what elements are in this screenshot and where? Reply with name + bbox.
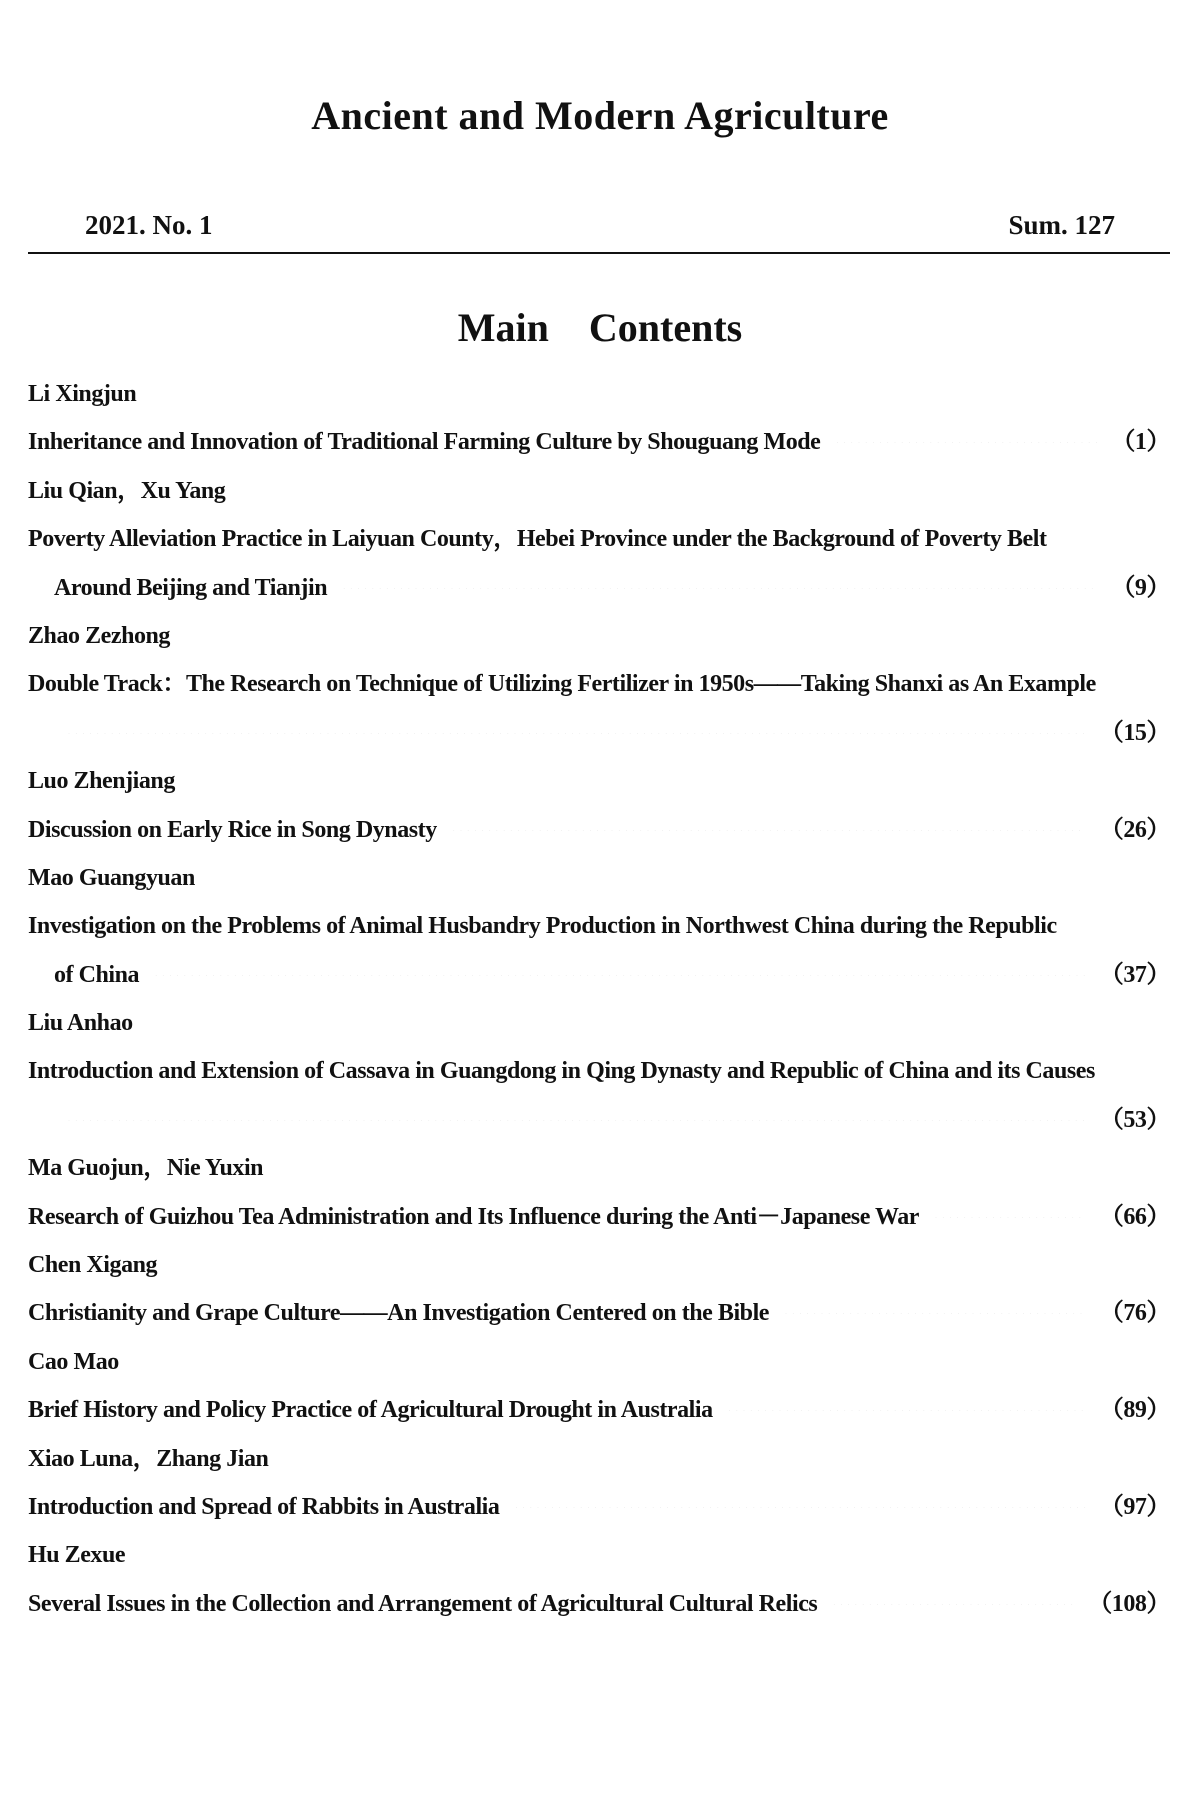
toc-entry-title[interactable] bbox=[28, 1580, 1170, 1628]
toc-title-text: Brief History and Policy Practice of Agricultural Drought in Australia bbox=[28, 1397, 713, 1424]
toc-page-number: （15） bbox=[1099, 719, 1170, 746]
toc-entry-title[interactable] bbox=[28, 418, 1170, 466]
dot-leader bbox=[66, 1097, 1086, 1121]
toc-page-number: （76） bbox=[1099, 1300, 1170, 1327]
toc-title-text: Inheritance and Innovation of Traditional Farming Culture by Shouguang Mode bbox=[28, 429, 821, 456]
toc-entry-title[interactable] bbox=[28, 1096, 1170, 1144]
dot-leader bbox=[513, 1484, 1085, 1508]
dot-leader bbox=[727, 1387, 1086, 1411]
toc-entry-title[interactable] bbox=[28, 1289, 1170, 1337]
toc-title-text: Introduction and Spread of Rabbits in Australia bbox=[28, 1493, 500, 1520]
toc-title-text: Around Beijing and Tianjin bbox=[54, 574, 328, 601]
dot-leader bbox=[451, 807, 1086, 831]
toc-entry-title[interactable] bbox=[28, 564, 1170, 612]
toc-page-number: （37） bbox=[1099, 961, 1170, 988]
toc-title-line[interactable]: Double Track：The Research on Technique of Utilizing Fertilizer in 1950s——Taking Shanxi as An Example bbox=[28, 671, 1096, 698]
toc-page-number: （26） bbox=[1099, 816, 1170, 843]
table-of-contents bbox=[28, 370, 1170, 1628]
toc-authors: Zhao Zezhong bbox=[28, 622, 170, 649]
toc-page-number: （9） bbox=[1111, 574, 1170, 601]
toc-page-number: （66） bbox=[1099, 1203, 1170, 1230]
toc-authors: Mao Guangyuan bbox=[28, 864, 195, 891]
toc-entry-title[interactable] bbox=[28, 1193, 1170, 1241]
dot-leader bbox=[341, 565, 1097, 589]
toc-title-text: Christianity and Grape Culture——An Investigation Centered on the Bible bbox=[28, 1300, 769, 1327]
toc-title-text: Research of Guizhou Tea Administration and Its Influence during the Anti－Japanese War bbox=[28, 1203, 919, 1230]
issue-sum: Sum. 127 bbox=[1008, 210, 1115, 240]
toc-title-text: of China bbox=[54, 961, 140, 988]
dot-leader bbox=[933, 1194, 1086, 1218]
toc-authors: Luo Zhenjiang bbox=[28, 768, 175, 795]
toc-page-number: （97） bbox=[1099, 1493, 1170, 1520]
toc-authors: Ma Guojun，Nie Yuxin bbox=[28, 1155, 264, 1182]
toc-authors: Liu Qian，Xu Yang bbox=[28, 477, 226, 504]
dot-leader bbox=[834, 419, 1097, 443]
toc-authors: Chen Xigang bbox=[28, 1252, 158, 1279]
toc-title-line[interactable]: Poverty Alleviation Practice in Laiyuan County，Hebei Province under the Background of Poverty Belt bbox=[28, 526, 1047, 553]
toc-title-line[interactable]: Investigation on the Problems of Animal Husbandry Production in Northwest China during the Republic bbox=[28, 913, 1057, 940]
toc-page-number: （1） bbox=[1111, 429, 1170, 456]
toc-page-number: （53） bbox=[1099, 1106, 1170, 1133]
journal-title: Ancient and Modern Agriculture bbox=[311, 93, 889, 138]
header-rule bbox=[28, 252, 1170, 254]
toc-authors: Cao Mao bbox=[28, 1348, 119, 1375]
toc-entry-title[interactable] bbox=[28, 1386, 1170, 1434]
toc-title-text: Several Issues in the Collection and Arrangement of Agricultural Cultural Relics bbox=[28, 1590, 818, 1617]
toc-authors: Li Xingjun bbox=[28, 381, 137, 407]
issue-number: 2021. No. 1 bbox=[85, 210, 213, 240]
toc-authors: Liu Anhao bbox=[28, 1010, 133, 1037]
toc-authors: Xiao Luna，Zhang Jian bbox=[28, 1445, 269, 1472]
toc-title-line[interactable]: Introduction and Extension of Cassava in Guangdong in Qing Dynasty and Republic of China and its Causes bbox=[28, 1058, 1095, 1085]
toc-title-text: Discussion on Early Rice in Song Dynasty bbox=[28, 816, 437, 843]
dot-leader bbox=[831, 1581, 1074, 1605]
toc-entry-title[interactable] bbox=[28, 806, 1170, 854]
toc-authors: Hu Zexue bbox=[28, 1542, 126, 1569]
dot-leader bbox=[66, 710, 1086, 734]
toc-page-number: （108） bbox=[1088, 1590, 1170, 1617]
dot-leader bbox=[153, 952, 1086, 976]
contents-heading: Main Contents bbox=[457, 305, 743, 350]
toc-page-number: （89） bbox=[1099, 1397, 1170, 1424]
dot-leader bbox=[783, 1290, 1086, 1314]
toc-entry-title[interactable] bbox=[28, 709, 1170, 757]
toc-entry-title[interactable] bbox=[28, 951, 1170, 999]
toc-entry-title[interactable] bbox=[28, 1483, 1170, 1531]
